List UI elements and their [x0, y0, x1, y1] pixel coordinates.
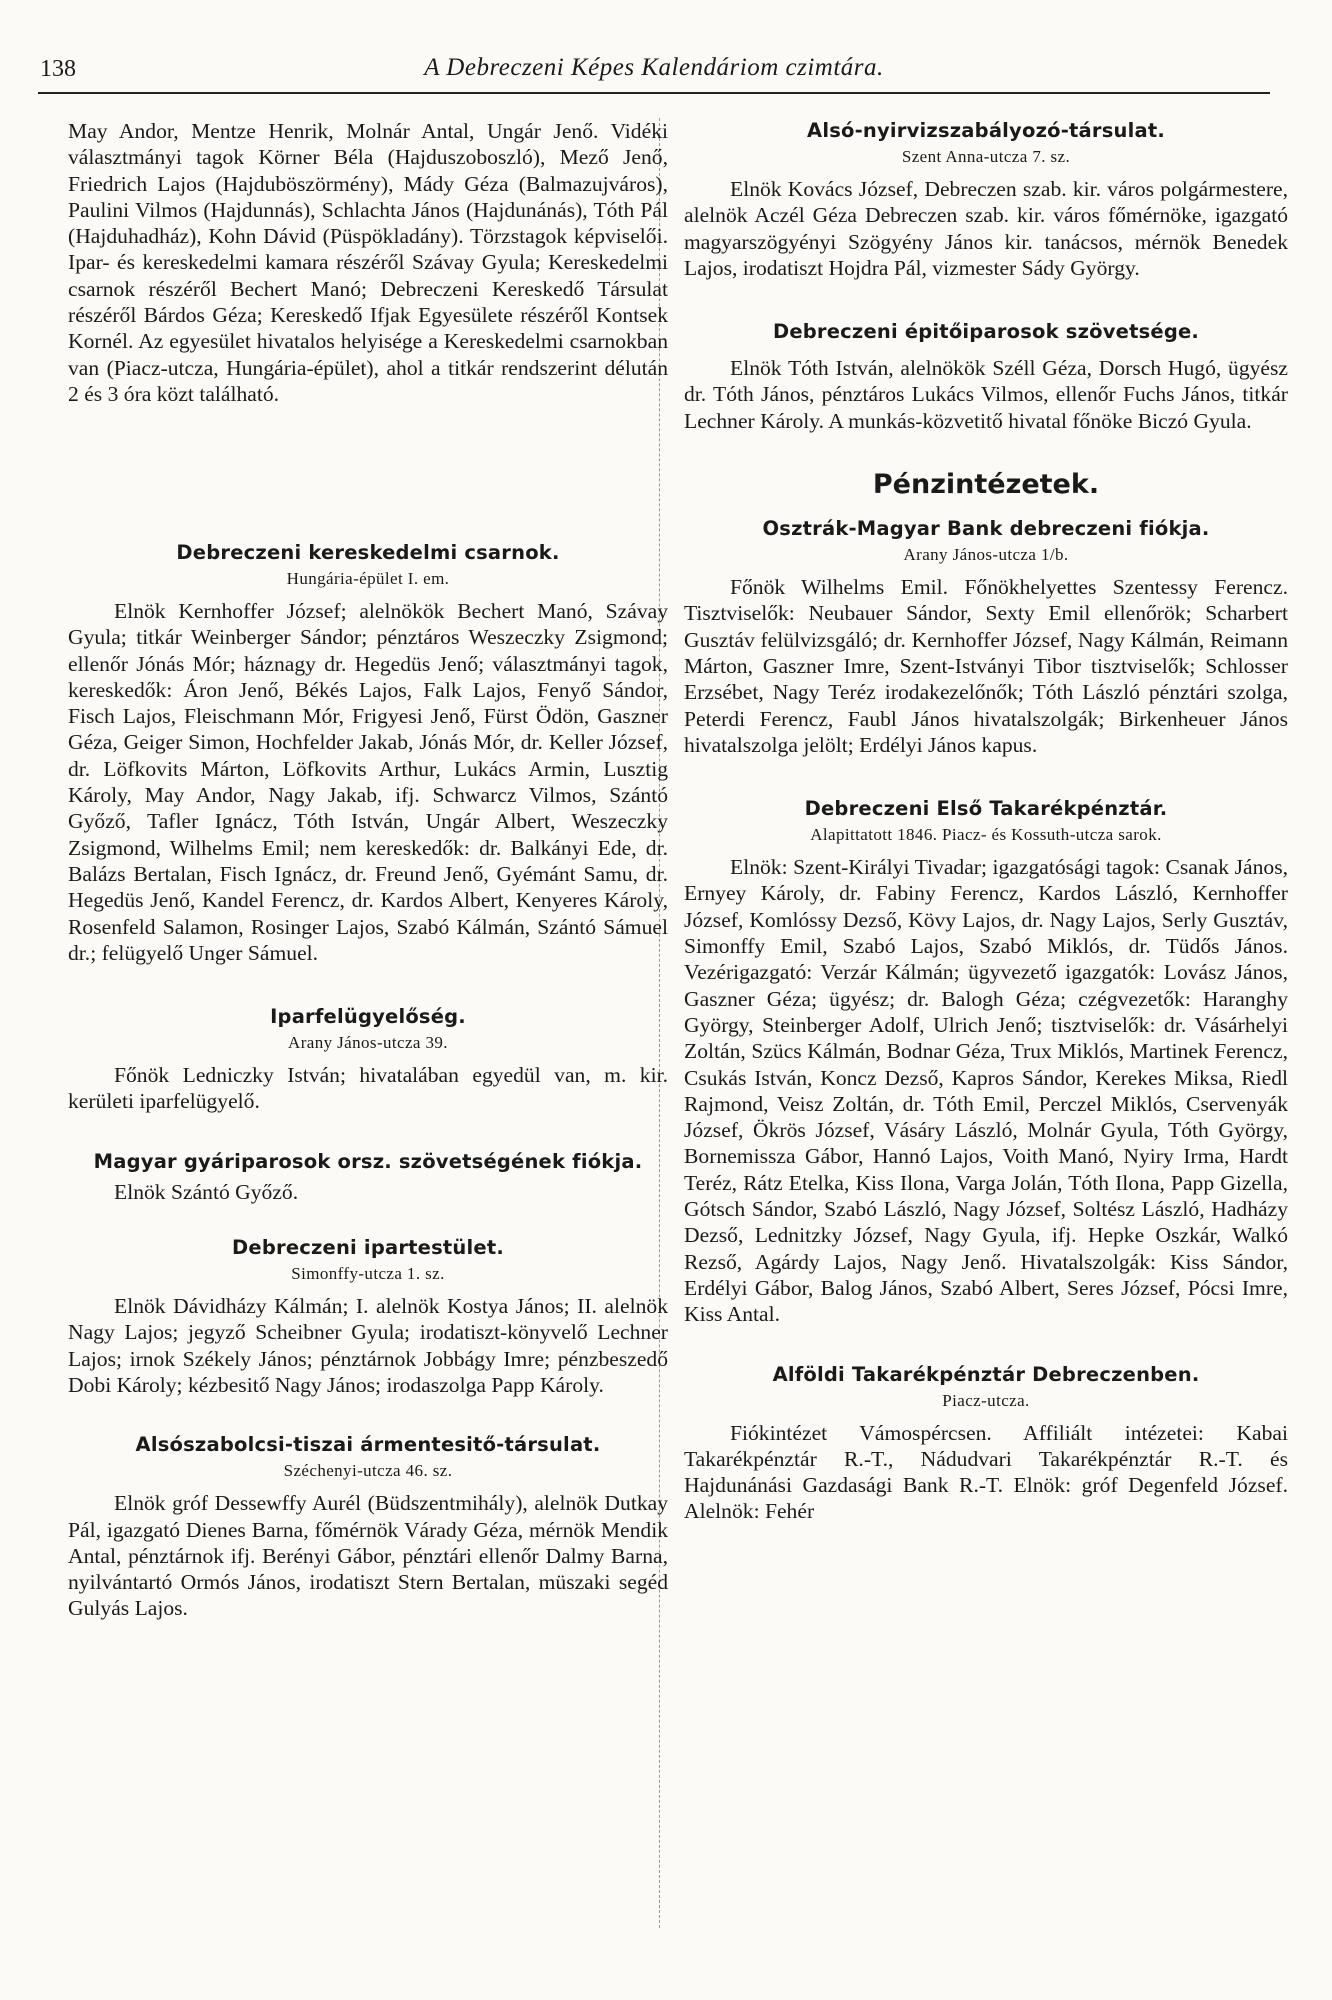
section-title: Debreczeni ipartestület.	[232, 1236, 504, 1260]
page-header	[38, 52, 1270, 94]
section-address: Arany János-utcza 39.	[288, 1033, 448, 1053]
section-text: Elnök Kovács József, Debreczen szab. kir. város polgármestere, alelnök Aczél Géza Debreczen szab. kir. város főmérnöke, igazgató magyarszögyényi Szögyény János kir. tanácsos, mérnök Benedek Lajos, irodatiszt Hojdra Pál, vizmester Sády György.	[684, 177, 1288, 280]
section-text: Elnök Tóth István, alelnökök Széll Géza, Dorsch Hugó, ügyész dr. Tóth János, pénztáros Lukács Vilmos, ellenőr Fuchs János, titkár Lechner Károly. A munkás-közvetitő hivatal főnöke Biczó Gyula.	[684, 356, 1288, 433]
section-address: Alapittatott 1846. Piacz- és Kossuth-utcza sarok.	[810, 825, 1162, 845]
section-title: Alsószabolcsi-tiszai ármentesitő-társulat.	[135, 1433, 601, 1457]
section-title: Magyar gyáriparosok orsz. szövetségének fiókja.	[93, 1149, 643, 1173]
section-text: Elnök Dávidházy Kálmán; I. alelnök Kostya János; II. alelnök Nagy Lajos; jegyző Scheibner Gyula; irodatiszt-könyvelő Lechner Lajos; irnok Székely János; pénztárnok Jobbágy Imre; pénzbeszedő Dobi Károly; kézbesitő Nagy János; irodaszolga Papp Károly.	[68, 1294, 668, 1397]
section-text: Elnök gróf Dessewffy Aurél (Büdszentmihály), alelnök Dutkay Pál, igazgató Dienes Barna, főmérnök Várady Géza, mérnök Mendik Antal, pénztárnok ifj. Berényi Gábor, pénztári ellenőr Dalmy Barna, nyilvántartó Ormós János, irodatiszt Stern Bertalan, müszaki segéd Gulyás Lajos.	[68, 1491, 668, 1621]
section-address: Hungária-épület I. em.	[286, 569, 450, 588]
section-text: Főnök Ledniczky István; hivatalában egyedül van, m. kir. kerületi iparfelügyelő.	[68, 1063, 668, 1114]
running-title: A Debreczeni Képes Kalendáriom czimtára.	[424, 54, 884, 81]
section-text: Fiókintézet Vámospércsen. Affiliált intézetei: Kabai Takarékpénztár R.-T., Nádudvari Takarékpénztár R.-T. és Hajdunánási Gazdasági Bank R.-T. Elnök: gróf Degenfeld József. Alelnök: Fehér	[684, 1420, 1288, 1524]
section-text: Elnök Szántó Győző.	[114, 1179, 299, 1204]
section-text: Főnök Wilhelms Emil. Főnökhelyettes Szentessy Ferencz. Tisztviselők: Neubauer Sándor, Sexty Emil ellenőrök; Scharbert Gusztáv felülvizsgáló; dr. Kernhoffer József, Nagy Kálmán, Reimann Márton, Gaszner Imre, Szent-Istványi Tibor tisztviselők; Schlosser Erzsébet, Nagy Teréz irodakezelőnők; Tóth László pénztári szolga, Peterdi Ferencz, Faubl János hivatalszolgák; Birkenheuer János hivatalszolga jelölt; Erdélyi János kapus.	[684, 575, 1288, 757]
section-address: Piacz-utcza.	[942, 1390, 1030, 1410]
intro-paragraph: May Andor, Mentze Henrik, Molnár Antal, Ungár Jenő. Vidéki választmányi tagok Körner Béla (Hajduszoboszló), Mező Jenő, Friedrich Lajos (Hajduböszörmény), Mády Géza (Balmazujváros), Paulini Vilmos (Hajdunnás), Schlachta János (Hajdunánás), Tóth Pál (Hajduhadház), Kohn Dávid (Püspökladány). Törzstagok képviselői. Ipar- és kereskedelmi kamara részéről Szávay Gyula; Kereskedelmi csarnok részéről Bechert Manó; Debreczeni Kereskedő Társulat részéről Bárdos Géza; Kereskedő Ifjak Egyesülete részéről Kontsek Kornél. Az egyesület hivatalos helyisége a Kereskedelmi csarnokban van (Piacz-utcza, Hungária-épület), ahol a titkár rendszerint délután 2 és 3 óra közt található.	[68, 119, 668, 406]
left-column	[68, 118, 668, 1622]
section-address: Szent Anna-utcza 7. sz.	[901, 147, 1071, 166]
section-text: Elnök Kernhoffer József; alelnökök Bechert Manó, Szávay Gyula; titkár Weinberger Sándor; pénztáros Weszeczky Zsigmond; ellenőr Jónás Mór; háznagy dr. Hegedüs Jenő; választmányi tagok, kereskedők: Áron Jenő, Békés Lajos, Falk Lajos, Fenyő Sándor, Fisch Lajos, Fleischmann Mór, Frigyesi Jenő, Fürst Ödön, Gaszner Géza, Geiger Simon, Hochfelder Jakab, Jónás Mór, dr. Keller József, dr. Löfkovits Márton, Löfkovits Arthur, Lukács Armin, Lusztig Károly, May Andor, Nagy Jakab, ifj. Schwarcz Vilmos, Szántó Győző, Tafler Ignácz, Tóth István, Ungár Albert, Weszeczky Zsigmond, Wilhelms Emil; nem kereskedők: dr. Balkányi Ede, dr. Balázs Bertalan, Fisch Ignácz, dr. Freund Jenő, Gyémánt Samu, dr. Hegedüs Jenő, Kandel Ferencz, dr. Kardos Albert, Kenyeres Károly, Rosenfeld Salamon, Rosinger Lajos, Szabó Kálmán, Szántó Sámuel dr.; felügyelő Unger Sámuel.	[68, 599, 668, 965]
section-address: Arany János-utcza 1/b.	[903, 545, 1069, 565]
section-title: Debreczeni Első Takarékpénztár.	[804, 797, 1168, 821]
section-address: Széchenyi-utcza 46. sz.	[283, 1461, 453, 1481]
page-number: 138	[40, 56, 76, 82]
section-title: Debreczeni kereskedelmi csarnok.	[176, 541, 560, 564]
section-title: Alsó-nyirvizszabályozó-társulat.	[807, 119, 1165, 142]
section-title: Iparfelügyelőség.	[270, 1005, 466, 1029]
section-title: Osztrák-Magyar Bank debreczeni fiókja.	[762, 517, 1210, 541]
section-text: Elnök: Szent-Királyi Tivadar; igazgatósági tagok: Csanak János, Ernyey Károly, dr. Fabiny Ferencz, Kardos László, Kernhoffer József, Komlóssy Dezső, Kövy Lajos, dr. Nagy Lajos, Serly Gusztáv, Simonffy Emil, Szabó Lajos, Szabó Miklós, dr. Tüdős János. Vezérigazgató: Verzár Kálmán; ügyvezető igazgatók: Lovász János, Gaszner Géza; ügyész; dr. Balogh Géza; czégvezetők: Haranghy György, Steinberger Adolf, Ulrich Jenő; tisztviselők: dr. Vásárhelyi Zoltán, Szücs Kálmán, Bodnar Géza, Trux Miklós, Martinek Ferencz, Csukás István, Koncz Dezső, Kapros Sándor, Kerekes Miksa, Riedl Rajmond, Veisz Zoltán, dr. Tóth Emil, Perczel Miklós, Cservenyák József, Ökrös József, Vásáry László, Molnár Gyula, Tóth György, Bornemissza Gábor, Hannó Lajos, Voith Manó, Nyiry Irma, Hardt Teréz, Rátz Etelka, Kiss Ilona, Varga Jolán, Tóth Ilona, Papp Gizella, Gótsch Sándor, Szabó László, Nagy József, Soltész László, Hadházy Dezső, Lednitzky József, Nagy Gyula, ifj. Hepke Oszkár, Walkó Rezső, Agárdy Lajos, Nagy Jenő. Hivatalszolgák: Kiss Sándor, Erdélyi Gábor, Balog János, Szabó Albert, Seres József, Pócsi Imre, Kiss Antal.	[684, 855, 1288, 1327]
chapter-title: Pénzintézetek.	[872, 469, 1100, 501]
section-address: Simonffy-utcza 1. sz.	[291, 1264, 445, 1284]
right-column	[684, 118, 1288, 1525]
section-title: Alföldi Takarékpénztár Debreczenben.	[772, 1362, 1200, 1386]
section-title: Debreczeni épitőiparosok szövetsége.	[772, 320, 1200, 344]
